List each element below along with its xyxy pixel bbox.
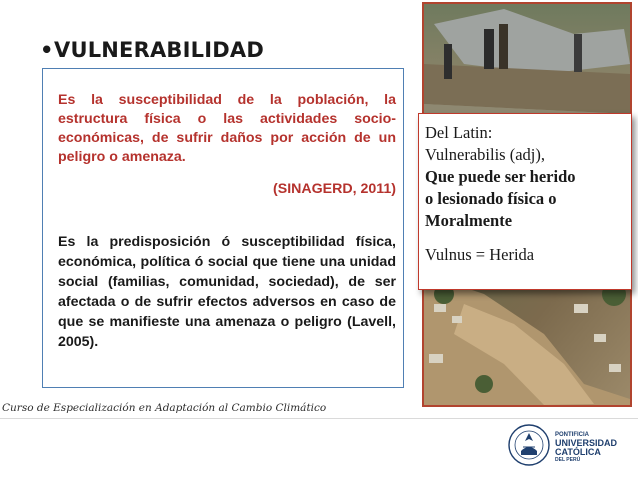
latin-spacer — [425, 232, 631, 244]
pucp-wordmark — [555, 432, 617, 464]
logo-line-4: DEL PERÚ — [555, 457, 581, 463]
pucp-seal-icon — [507, 423, 551, 472]
definition-text: Es la susceptibilidad de la población, la estructura física o las actividades socio-económicas, de sufrir daños por acción de un peligro o amenaza. — [58, 92, 396, 165]
slide-title — [40, 38, 264, 62]
definition-citation: (SINAGERD, 2011) — [273, 181, 396, 197]
latin-line-4: o lesionado física o — [425, 189, 557, 208]
latin-etymology-box — [418, 113, 632, 290]
latin-line-5: Moralmente — [425, 211, 513, 230]
latin-line-6: Vulnus = Herida — [425, 245, 535, 264]
title-text: VULNERABILIDAD — [54, 38, 264, 62]
logo-line-2: UNIVERSIDAD — [555, 438, 618, 448]
course-name: Curso de Especialización en Adaptación al Cambio Climático — [2, 402, 327, 414]
definition-text-lavell: Es la predisposición ó susceptibilidad física, económica, política ó social que tiene una unidad social (familias, comunidad, sociedad), de ser afectada o de sufrir efectos adversos en caso de que se manifieste una amenaza o peligro (Lavell, 2005). — [58, 234, 396, 350]
latin-line-1: Del Latin: — [425, 123, 493, 142]
logo-line-1: PONTIFICIA — [555, 432, 589, 438]
latin-line-2: Vulnerabilis (adj), — [425, 145, 545, 164]
latin-line-3: Que puede ser herido — [425, 167, 576, 186]
bullet-icon: • — [40, 38, 54, 62]
logo-line-3: CATÓLICA — [555, 447, 601, 457]
